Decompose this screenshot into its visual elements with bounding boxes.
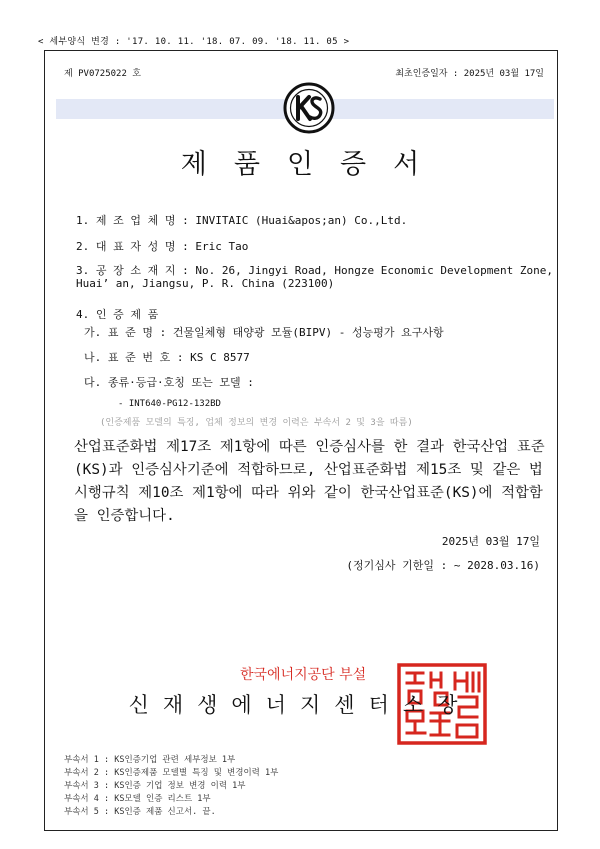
attachment-item: 부속서 2 : KS인증제품 모델별 특징 및 변경이력 1부 [64, 768, 279, 778]
periodic-review-deadline: (정기심사 기한일 : ~ 2028.03.16) [346, 559, 540, 572]
issuer-name: 신재생에너지센터소장 [128, 693, 472, 717]
model-note: (인증제품 모델의 특징, 업체 정보의 변경 이력은 부속서 2 및 3을 따름) [100, 418, 413, 428]
issue-date: 2025년 03월 17일 [441, 535, 540, 548]
statement-line: 을 인증합니다. [74, 508, 175, 524]
statement-line: 산업표준화법 제17조 제1항에 따른 인증심사를 한 결과 한국산업 표준 [74, 439, 545, 455]
factory-address-line1: 3. 공 장 소 재 지 : No. 26, Jingyi Road, Hongze Economic Development Zone, [76, 264, 553, 277]
statement-line: (KS)과 인증심사기준에 적합하므로, 산업표준화법 제15조 및 같은 법 [74, 462, 543, 478]
model-line: - INT640-PG12-132BD [118, 399, 221, 409]
issuer-affiliation: 한국에너지공단 부설 [240, 667, 367, 683]
form-revision-note: < 세부양식 변경 : '17. 10. 11. '18. 07. 09. '18. 11. 05 > [38, 37, 350, 47]
type-grade-model-heading: 다. 종류·등급·호칭 또는 모델 : [84, 376, 254, 389]
standard-number-line: 나. 표 준 번 호 : KS C 8577 [84, 351, 250, 364]
attachment-item: 부속서 1 : KS인증기업 관련 세부정보 1부 [64, 755, 236, 765]
first-certification-date: 최초인증일자 : 2025년 03월 17일 [395, 69, 544, 79]
factory-address-line2: Huai’ an, Jiangsu, P. R. China (223100) [76, 277, 335, 290]
standard-name-line: 가. 표 준 명 : 건물일체형 태양광 모듈(BIPV) - 성능평가 요구사항 [84, 326, 444, 339]
attachment-item: 부속서 4 : KS모델 인증 리스트 1부 [64, 794, 211, 804]
representative-line: 2. 대 표 자 성 명 : Eric Tao [76, 240, 249, 253]
attachment-item: 부속서 5 : KS인증 제품 신고서. 끝. [64, 807, 216, 817]
certificate-number: 제 PV0725022 호 [64, 69, 141, 79]
certified-product-heading: 4. 인 증 제 품 [76, 308, 159, 321]
attachment-item: 부속서 3 : KS인증 기업 정보 변경 이력 1부 [64, 781, 246, 791]
certificate-title: 제품인증서 [180, 149, 447, 180]
statement-line: 시행규칙 제10조 제1항에 따라 위와 같이 한국산업표준(KS)에 적합함 [74, 485, 543, 501]
certification-statement [74, 436, 558, 528]
manufacturer-line: 1. 제 조 업 체 명 : INVITAIC (Huai&apos;an) Co.,Ltd. [76, 214, 408, 227]
ks-mark-icon [283, 82, 335, 134]
